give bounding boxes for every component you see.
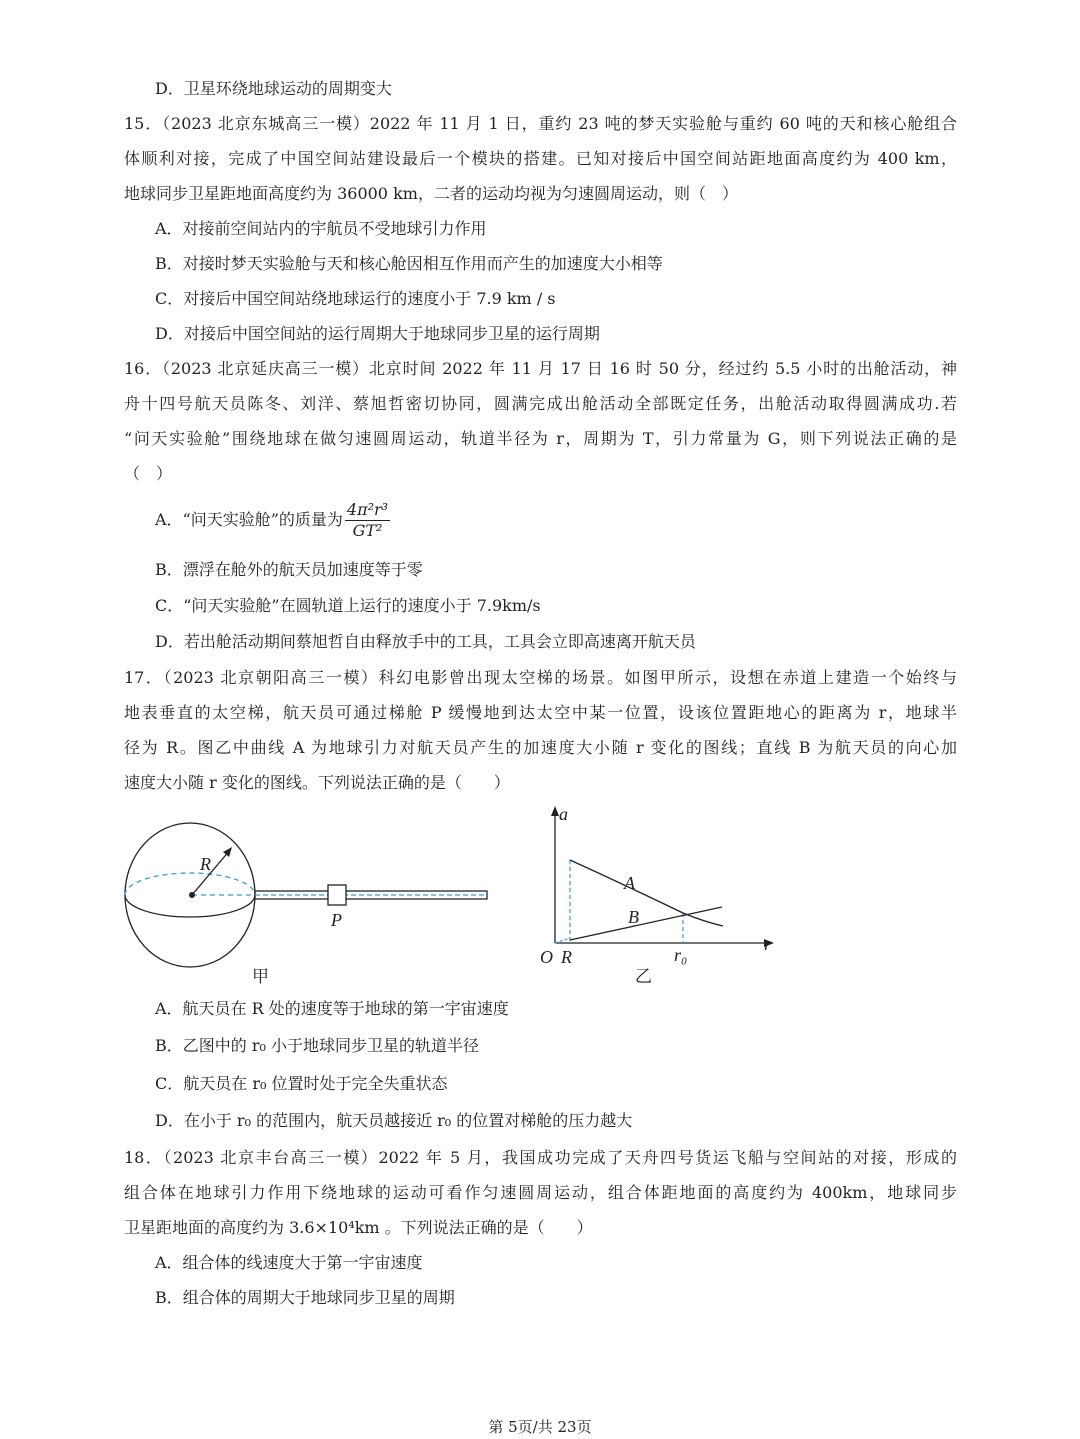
curve-a [570, 860, 723, 926]
cabin-p [328, 885, 346, 905]
line-b [570, 907, 722, 940]
question-text: 17．（2023 北京朝阳高三一模）科幻电影曾出现太空梯的场景。如图甲所示，设想在赤道上建造一个始终与 [124, 668, 957, 687]
option-a: A．对接前空间站内的宇航员不受地球引力作用 [155, 219, 487, 238]
option-a: A．组合体的线速度大于第一宇宙速度 [155, 1253, 423, 1272]
svg-text:r: r [764, 934, 772, 954]
question-text: 16．（2023 北京延庆高三一模）北京时间 2022 年 11 月 17 日 16 时 50 分，经过约 5.5 小时的出舱活动，神 [124, 359, 957, 378]
option-b: B．漂浮在舱外的航天员加速度等于零 [155, 560, 423, 579]
question-text: “问天实验舱”围绕地球在做匀速圆周运动，轨道半径为 r，周期为 T，引力常量为 G，则下列说法正确的是 [124, 429, 957, 448]
equator-back [125, 873, 255, 895]
formula-numerator: 4π²r³ [346, 500, 389, 519]
question-text: 15．（2023 北京东城高三一模）2022 年 11 月 1 日，重约 23 吨的梦天实验舱与重约 60 吨的天和核心舱组合 [124, 114, 957, 133]
svg-text:A: A [624, 873, 635, 893]
question-text: 卫星距地面的高度约为 3.6×10⁴km 。下列说法正确的是（ ） [124, 1218, 593, 1237]
svg-text:P: P [331, 910, 342, 930]
option-d: D．若出舱活动期间蔡旭哲自由释放手中的工具，工具会立即高速离开航天员 [155, 632, 696, 651]
svg-text:r₀: r₀ [674, 945, 688, 965]
svg-text:甲: 甲 [252, 967, 269, 987]
question-text: 地表垂直的太空梯，航天员可通过梯舱 P 缓慢地到达太空中某一位置，设该位置距地心的距离为 r，地球半 [124, 703, 957, 722]
option-b: B．乙图中的 r₀ 小于地球同步卫星的轨道半径 [155, 1036, 479, 1055]
question-text: 舟十四号航天员陈冬、刘洋、蔡旭哲密切协同，圆满完成出舱活动全部既定任务，出舱活动取得圆满成功.若 [124, 394, 957, 413]
equator-front [125, 895, 255, 917]
figure-jia [125, 823, 487, 987]
svg-text:R: R [200, 854, 211, 874]
option-a: A．航天员在 R 处的速度等于地球的第一宇宙速度 [155, 999, 509, 1018]
question-text: 径为 R。图乙中曲线 A 为地球引力对航天员产生的加速度大小随 r 变化的图线；直线 B 为航天员的向心加 [124, 738, 957, 757]
svg-text:a: a [559, 804, 568, 824]
formula-denominator: GT² [352, 521, 383, 540]
option-c: C．“问天实验舱”在圆轨道上运行的速度小于 7.9km/s [155, 596, 541, 615]
option-d: D．对接后中国空间站的运行周期大于地球同步卫星的运行周期 [155, 324, 600, 343]
svg-text:乙: 乙 [635, 967, 652, 987]
option-d: D．在小于 r₀ 的范围内，航天员越接近 r₀ 的位置对梯舱的压力越大 [155, 1111, 633, 1130]
option-c: C．航天员在 r₀ 位置时处于完全失重状态 [155, 1074, 448, 1093]
question-text: 速度大小随 r 变化的图线。下列说法正确的是（ ） [124, 773, 510, 792]
q14-option-d: D．卫星环绕地球运动的周期变大 [155, 79, 392, 98]
option-c: C．对接后中国空间站绕地球运行的速度小于 7.9 km / s [155, 289, 556, 308]
svg-text:B: B [628, 907, 639, 927]
page-footer: 第 5页/共 23页 [488, 1418, 592, 1436]
option-b: B．对接时梦天实验舱与天和核心舱因相互作用而产生的加速度大小相等 [155, 254, 663, 273]
question-text: 地球同步卫星距地面高度约为 36000 km，二者的运动均视为匀速圆周运动，则（ ） [124, 184, 738, 203]
radius-arrow [192, 850, 230, 895]
svg-text:R: R [561, 947, 572, 967]
question-text: （ ） [124, 464, 173, 483]
question-text: 体顺利对接，完成了中国空间站建设最后一个模块的搭建。已知对接后中国空间站距地面高度约为 400 km， [124, 149, 957, 168]
question-text: 18．（2023 北京丰台高三一模）2022 年 5 月，我国成功完成了天舟四号货运飞船与空间站的对接，形成的 [124, 1148, 957, 1167]
option-b: B．组合体的周期大于地球同步卫星的周期 [155, 1288, 455, 1307]
svg-text:O: O [540, 947, 553, 967]
question-text: 组合体在地球引力作用下绕地球的运动可看作匀速圆周运动，组合体距地面的高度约为 400km，地球同步 [124, 1183, 957, 1202]
figure-yi [540, 804, 774, 987]
option-text: A．“问天实验舱”的质量为 [155, 510, 343, 529]
